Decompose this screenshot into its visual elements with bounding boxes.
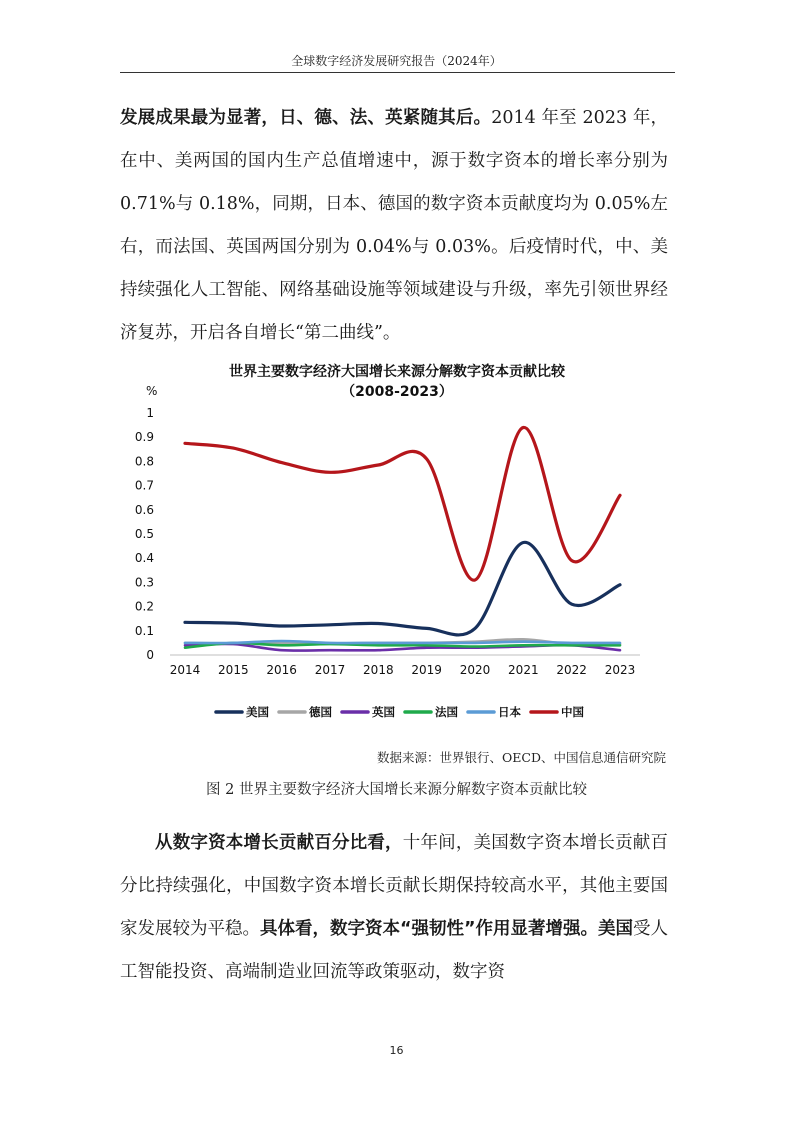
page-number: 16 <box>389 1044 404 1057</box>
x-tick-label: 2016 <box>266 663 297 677</box>
running-header: 全球数字经济发展研究报告（2024年） <box>291 54 502 68</box>
figure-source: 数据来源：世界银行、OECD、中国信息通信研究院 <box>377 750 666 765</box>
chart <box>120 358 675 738</box>
y-tick-label: 0.6 <box>134 502 154 517</box>
series-line-0 <box>185 542 620 635</box>
y-tick-label: 0.4 <box>134 551 154 566</box>
x-tick-label: 2015 <box>218 663 249 677</box>
x-axis-ticks <box>170 663 636 677</box>
series-line-5 <box>185 427 620 580</box>
y-tick-label: 0.5 <box>134 527 154 541</box>
paragraph-2-text-2: 受人工智能投资、高端制造业回流等政策驱动，数字资 <box>120 919 669 982</box>
y-axis-ticks <box>135 406 154 662</box>
y-tick-label: 0.3 <box>134 575 154 590</box>
paragraph-2-bold-2: 具体看，数字资本“强韧性”作用显著增强。美国 <box>260 919 634 939</box>
y-tick-label: 0.9 <box>134 430 154 445</box>
series-line-4 <box>185 641 620 643</box>
x-tick-label: 2020 <box>459 663 491 677</box>
y-tick-label: 0.7 <box>134 478 154 493</box>
y-tick-label: 0.2 <box>134 599 154 614</box>
header-rule <box>120 72 675 73</box>
x-tick-label: 2019 <box>411 663 442 677</box>
x-tick-label: 2021 <box>508 663 539 677</box>
chart-title: 世界主要数字经济大国增长来源分解数字资本贡献比较 <box>229 364 565 380</box>
series-lines <box>185 427 620 650</box>
chart-y-axis-label: % <box>146 384 158 398</box>
y-tick-label: 0.1 <box>134 623 154 638</box>
x-tick-label: 2023 <box>604 663 636 677</box>
paragraph-2 <box>120 822 668 994</box>
y-tick-label: 0.8 <box>134 454 154 469</box>
legend-label: 美国 <box>246 705 269 719</box>
x-tick-label: 2022 <box>556 663 587 677</box>
y-tick-label: 0 <box>146 648 154 662</box>
x-tick-label: 2017 <box>314 663 346 677</box>
chart-legend <box>216 705 584 719</box>
paragraph-2-text-1: 十年间，美国数字资本增长贡献百分比持续强化，中国数字资本增长贡献长期保持较高水平，其他主要国家发展较为平稳。 <box>120 833 668 939</box>
paragraph-1 <box>120 97 668 355</box>
paragraph-1-bold-lead: 发展成果最为显著，日、德、法、英紧随其后。 <box>120 108 492 128</box>
legend-label: 德国 <box>309 705 332 719</box>
legend-label: 中国 <box>561 705 584 719</box>
x-tick-label: 2014 <box>169 663 201 677</box>
x-tick-label: 2018 <box>363 663 394 677</box>
paragraph-1-text: 2014 年至 2023 年，在中、美两国的国内生产总值增速中，源于数字资本的增长率分别为 0.71%与 0.18%，同期，日本、德国的数字资本贡献度均为 0.05%左右，而法国、英国两国分别为 0.04%与 0.03%。后疫情时代，中、美持续强化人工智能、网络基础设施等领域建设与升级，率先引领世界经济复苏，开启各自增长“第二曲线”。 <box>120 108 668 343</box>
legend-label: 日本 <box>498 705 521 719</box>
legend-label: 英国 <box>372 705 395 719</box>
paragraph-2-bold-1: 从数字资本增长贡献百分比看， <box>155 833 403 853</box>
chart-svg <box>120 358 675 738</box>
legend-label: 法国 <box>435 705 458 719</box>
figure-caption: 图 2 世界主要数字经济大国增长来源分解数字资本贡献比较 <box>206 782 587 798</box>
chart-subtitle: （2008-2023） <box>341 384 453 400</box>
y-tick-label: 1 <box>146 406 154 420</box>
